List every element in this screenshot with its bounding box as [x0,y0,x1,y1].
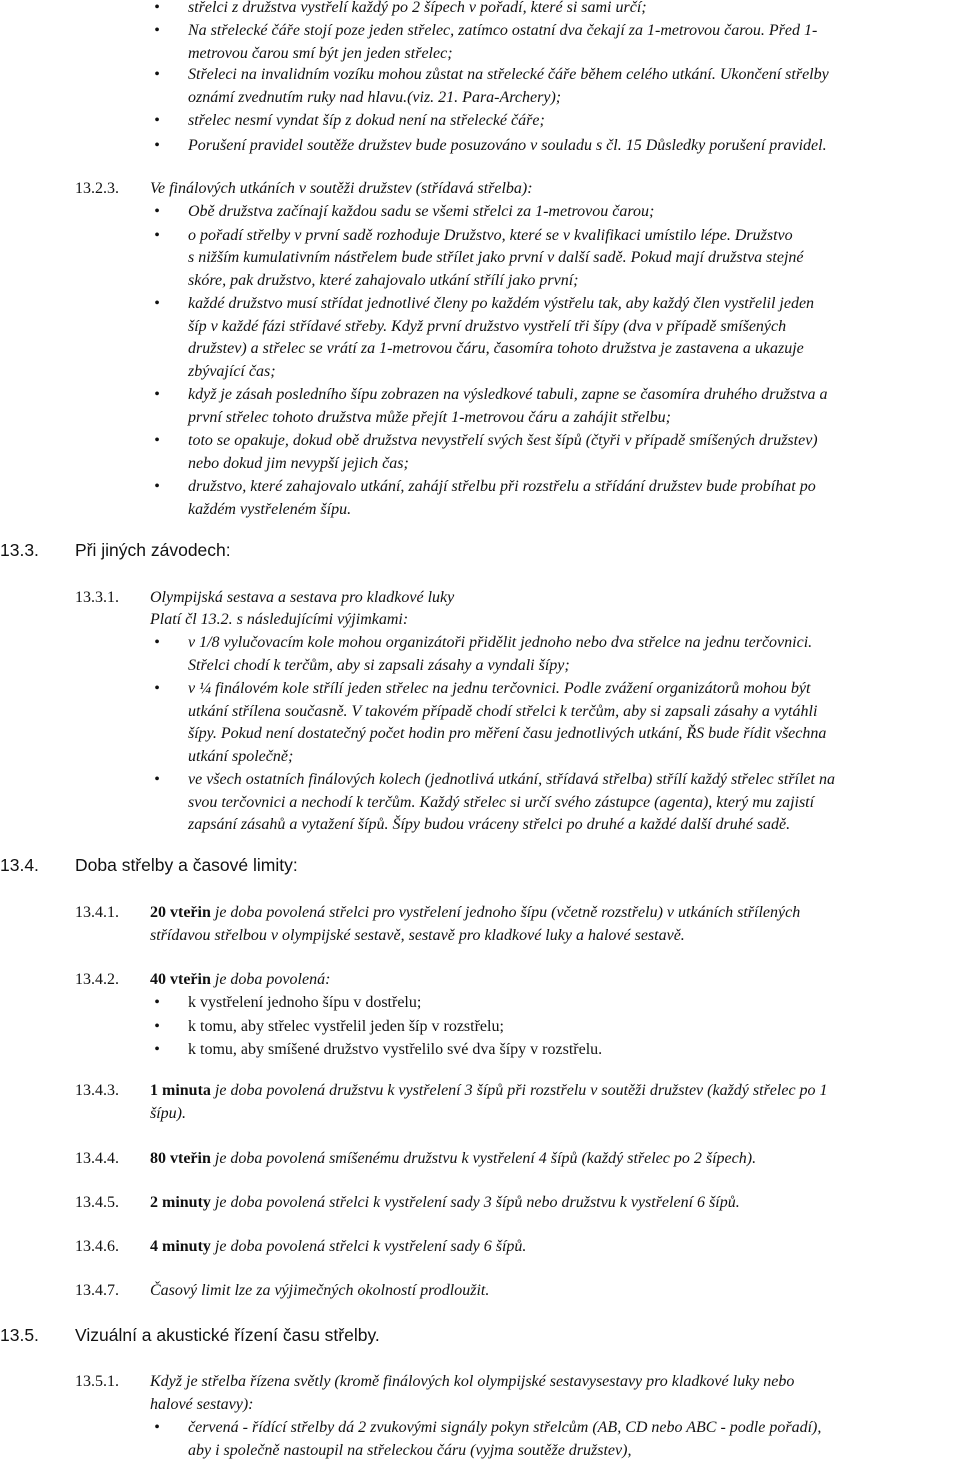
section-title: Vizuální a akustické řízení času střelby. [75,1325,380,1345]
clause-13-4-5: 2 minuty je doba povolená střelci k vystřelení sady 3 šípů nebo družstvu k vystřelení 6 šípů. [150,1194,740,1211]
finals-bullet-list [154,201,960,521]
list-item: • v ¼ finálovém kole střílí jeden střelec na jednu terčovnici. Podle zvážení organizátorů mohou být utkání střílena současně. V takovém případě chodí střelci k terčům, aby si zapsali zásahy a vytáhli šípy. Pokud není dostatečný počet hodin pro měření času jednotlivých utkání, ŘS bude řídit všechna utkání společně; [154,680,827,765]
list-item: • Na střelecké čáře stojí poze jeden střelec, zatímco ostatní dva čekají za 1-metrovou čarou. Před 1- metrovou čarou smí být jen jeden střelec; [154,22,818,62]
list-item: • střelec nesmí vyndat šíp z dokud není na střelecké čáře; [154,112,545,129]
clause-number: 13.4.5. [75,1194,119,1211]
clause-number: 13.5.1. [75,1373,119,1390]
clause-13-4-1: 20 vteřin je doba povolená střelci pro vystřelení jednoho šípu (včetně rozstřelu) v utkáních střílených střídavou střelbou v olympijské sestavě, sestavě pro kladkové luky a halové sestavě. [150,904,801,944]
list-item: • Obě družstva začínají každou sadu se všemi střelci za 1-metrovou čarou; [154,203,655,220]
clause-13-4-4: 80 vteřin je doba povolená smíšenému družstvu k vystřelení 4 šípů (každý střelec po 2 šípech). [150,1150,757,1167]
time-limit: 40 vteřin [150,971,211,988]
clause-number: 13.2.3. [75,180,119,197]
list-item: • o pořadí střelby v první sadě rozhoduje Družstvo, které se v kvalifikaci umístilo lépe. Družstvo s nižším kumulativním nástřelem bude střílet jako první v další sadě. Pokud mají družstva stejné skóre, pak družstvo, které zahajovalo utkání střílí jako první; [154,226,804,289]
time-limit: 20 vteřin [150,904,211,921]
time-limit-bullet-list [154,992,960,1062]
clause-13-4-6: 4 minuty je doba povolená střelci k vystřelení sady 6 šípů. [150,1238,527,1255]
time-limit: 2 minuty [150,1194,211,1211]
other-events-bullet-list [154,632,960,837]
section-number: 13.3. [0,540,39,560]
list-item: • střelci z družstva vystřelí každý po 2 šípech v pořadí, které si sami určí; [154,0,647,16]
list-item: • k vystřelení jednoho šípu v dostřelu; [154,994,422,1011]
section-title: Při jiných závodech: [75,540,231,560]
time-limit: 4 minuty [150,1238,211,1255]
clause-number: 13.4.2. [75,971,119,988]
clause-number: 13.4.4. [75,1150,119,1167]
clause-13-5-1: Když je střelba řízena světly (kromě finálových kol olympijské sestavysestavy pro kladkové luky nebo halové sestavy): [150,1373,795,1413]
section-title: Doba střelby a časové limity: [75,855,298,875]
list-item: • družstvo, které zahajovalo utkání, zahájí střelbu při rozstřelu a střídání družstev bude probíhat po každém vystřeleném šípu. [154,478,816,518]
list-item: • Porušení pravidel soutěže družstev bude posuzováno v souladu s čl. 15 Důsledky porušení pravidel. [154,136,827,154]
clause-13-4-2: 40 vteřin je doba povolená: [150,971,331,988]
clause-number: 13.4.3. [75,1082,119,1099]
clause-number: 13.4.7. [75,1282,119,1299]
section-number: 13.5. [0,1325,39,1345]
list-item: • toto se opakuje, dokud obě družstva nevystřelí svých šest šípů (čtyři v případě smíšených družstev) nebo dokud jim nevypší jejich čas; [154,432,818,472]
list-item: • k tomu, aby střelec vystřelil jeden šíp v rozstřelu; [154,1017,504,1035]
section-number: 13.4. [0,855,39,875]
lights-bullet-list [154,1417,960,1462]
clause-title: Olympijská sestava a sestava pro kladkové luky [150,589,455,606]
list-item: • v 1/8 vylučovacím kole mohou organizátoři přidělit jednoho nebo dva střelce na jednu terčovnici. Střelci chodí k terčům, aby si zapsali zásahy a vyndali šípy; [154,634,813,674]
list-item: • Střeleci na invalidním vozíku mohou zůstat na střelecké čáře během celého utkání. Ukončení střelby oznámí zvednutím ruky nad hlavu.(viz. 21. Para-Archery); [154,66,829,106]
time-limit: 80 vteřin [150,1150,211,1167]
time-limit: 1 minuta [150,1082,211,1099]
list-item: • když je zásah posledního šípu zobrazen na výsledkové tabuli, zapne se časomíra druhého družstva a první střelec tohoto družstva může přejít 1-metrovou čáru a zahájit střelbu; [154,386,828,426]
list-item: • k tomu, aby smíšené družstvo vystřelilo své dva šípy v rozstřelu. [154,1041,603,1058]
clause-number: 13.4.6. [75,1238,119,1255]
list-item: • každé družstvo musí střídat jednotlivé členy po každém výstřelu tak, aby každý člen vystřelil jeden šíp v každé fázi střídavé střeby. Když první družstvo vystřelí tři šípy (dva v případě smíšených družstev) a střelec se vrátí za 1-metrovou čáru, časomíra tohoto družstva je zastavena a ukazuje zbývající čas; [154,295,815,380]
clause-applies: Platí čl 13.2. s následujícími výjimkami: [150,611,409,628]
list-item: • červená - řídící střelby dá 2 zvukovými signály pokyn střelcům (AB, CD nebo ABC - podle pořadí), aby i společně nastoupil na střeleckou čáru (vyjma soutěže družstev), [154,1419,822,1459]
clause-number: 13.3.1. [75,589,119,606]
clause-13-4-7: Časový limit lze za výjimečných okolností prodloužit. [150,1282,490,1299]
clause-number: 13.4.1. [75,904,119,921]
clause-13-4-3: 1 minuta je doba povolená družstvu k vystřelení 3 šípů při rozstřelu v soutěži družstev (každý střelec po 1 šípu). [150,1082,828,1122]
list-item: • ve všech ostatních finálových kolech (jednotlivá utkání, střídavá střelba) střílí každý střelec střílet na svou terčovnici a nechodí k terčům. Každý střelec si určí svého zástupce (agenta), který mu zajistí zapsání zásahů a vytažení šípů. Šípy budou vráceny střelci po druhé a každé další druhé sadě. [154,771,835,833]
clause-intro: Ve finálových utkáních v soutěži družstev (střídavá střelba): [150,180,533,197]
top-bullet-list [154,0,960,157]
